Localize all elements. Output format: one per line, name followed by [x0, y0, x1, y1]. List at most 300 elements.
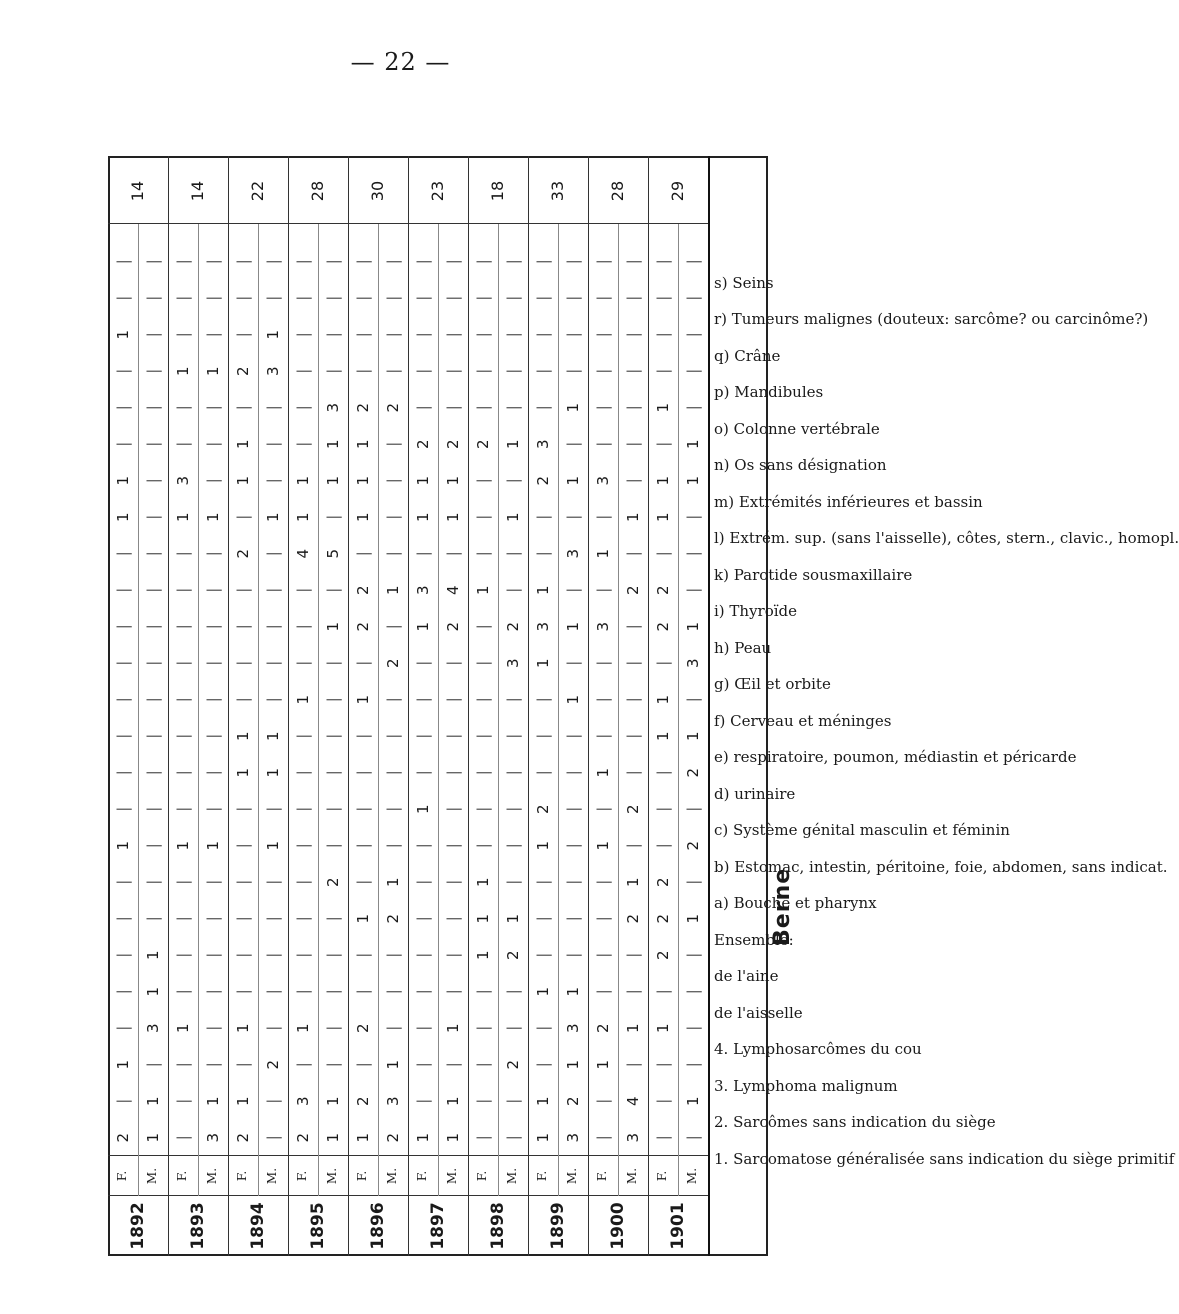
table-cell: 2 [534, 475, 552, 486]
table-cell: | [654, 295, 672, 301]
table-cell: | [654, 989, 672, 995]
table-cell: 1 [564, 986, 582, 997]
table-cell: | [174, 952, 192, 958]
year-label: 1895 [308, 1202, 328, 1250]
table-cell: 1 [624, 1023, 642, 1034]
year-total: 29 [668, 180, 687, 202]
table-cell: | [204, 733, 222, 739]
table-cell: | [144, 332, 162, 338]
table-cell: | [414, 660, 432, 666]
table-cell: | [504, 1135, 522, 1141]
table-cell: | [624, 697, 642, 703]
table-cell: 1 [324, 621, 342, 632]
table-cell: | [534, 259, 552, 265]
table-cell: | [264, 295, 282, 301]
table-cell: 2 [504, 950, 522, 961]
sex-header: M. [145, 1167, 159, 1185]
year-total: 28 [608, 180, 627, 202]
year-divider [648, 156, 649, 1256]
sex-divider [558, 224, 559, 1196]
table-cell: | [384, 368, 402, 374]
table-cell: | [504, 478, 522, 484]
table-cell: | [684, 587, 702, 593]
table-cell: 1 [174, 366, 192, 377]
sex-header: M. [565, 1167, 579, 1185]
table-cell: | [504, 551, 522, 557]
row-label: g) Œil et orbite [714, 675, 831, 694]
table-cell: | [324, 916, 342, 922]
table-cell: | [204, 660, 222, 666]
table-cell: | [384, 989, 402, 995]
table-cell: | [654, 843, 672, 849]
table-cell: | [114, 551, 132, 557]
table-cell: 1 [474, 585, 492, 596]
table-cell: | [474, 478, 492, 484]
row-label: l) Extrém. sup. (sans l'aisselle), côtes, stern., clavic., homopl. [714, 529, 1179, 548]
year-label: 1899 [548, 1202, 568, 1250]
table-cell: 2 [384, 913, 402, 924]
table-cell: | [444, 660, 462, 666]
table-cell: | [354, 733, 372, 739]
table-cell: | [414, 879, 432, 885]
table-cell: | [444, 405, 462, 411]
table-cell: | [684, 697, 702, 703]
table-cell: | [654, 660, 672, 666]
year-divider [168, 156, 169, 1256]
table-cell: 1 [204, 1096, 222, 1107]
sex-divider [678, 224, 679, 1196]
table-cell: | [504, 259, 522, 265]
table-cell: 2 [654, 913, 672, 924]
year-divider [288, 156, 289, 1256]
year-total: 14 [188, 180, 207, 202]
table-cell: | [624, 259, 642, 265]
sex-header: M. [265, 1167, 279, 1185]
year-total: 30 [368, 180, 387, 202]
table-cell: | [174, 1135, 192, 1141]
table-cell: | [204, 405, 222, 411]
table-cell: | [444, 879, 462, 885]
table-cell: 3 [564, 1132, 582, 1143]
table-cell: | [264, 405, 282, 411]
sex-header: F. [475, 1170, 489, 1182]
table-cell: | [114, 806, 132, 812]
table-cell: | [264, 259, 282, 265]
table-cell: 2 [654, 877, 672, 888]
table-cell: | [564, 660, 582, 666]
table-cell: 2 [624, 913, 642, 924]
table-cell: | [624, 295, 642, 301]
table-cell: 1 [474, 950, 492, 961]
row-label: c) Système génital masculin et féminin [714, 821, 1010, 840]
table-cell: | [174, 916, 192, 922]
table-cell: | [624, 989, 642, 995]
table-cell: | [264, 697, 282, 703]
table-cell: | [504, 879, 522, 885]
row-label: de l'aine [714, 967, 779, 986]
table-cell: 1 [114, 840, 132, 851]
table-cell: | [414, 916, 432, 922]
table-cell: 2 [114, 1132, 132, 1143]
table-cell: | [204, 916, 222, 922]
year-divider [228, 156, 229, 1256]
table-cell: | [414, 1098, 432, 1104]
table-cell: | [414, 952, 432, 958]
table-cell: | [444, 1062, 462, 1068]
sex-divider [198, 224, 199, 1196]
year-divider [408, 156, 409, 1256]
table-cell: 3 [144, 1023, 162, 1034]
table-cell: | [594, 1098, 612, 1104]
table-cell: | [144, 1062, 162, 1068]
table-cell: 1 [564, 621, 582, 632]
table-cell: | [564, 806, 582, 812]
table-cell: | [684, 806, 702, 812]
table-cell: | [204, 1062, 222, 1068]
year-label: 1901 [668, 1202, 688, 1250]
year-label: 1896 [368, 1202, 388, 1250]
table-cell: | [384, 770, 402, 776]
table-cell: 2 [444, 621, 462, 632]
table-cell: 1 [594, 840, 612, 851]
table-cell: 1 [144, 950, 162, 961]
sex-divider [138, 224, 139, 1196]
table-cell: | [354, 332, 372, 338]
sex-header: M. [505, 1167, 519, 1185]
table-cell: | [444, 332, 462, 338]
table-cell: | [324, 660, 342, 666]
table-cell: | [654, 770, 672, 776]
table-cell: 1 [234, 475, 252, 486]
table-cell: 2 [654, 621, 672, 632]
table-cell: | [264, 441, 282, 447]
year-divider [588, 156, 589, 1256]
table-cell: 1 [654, 512, 672, 523]
table-cell: 1 [114, 512, 132, 523]
table-cell: | [474, 624, 492, 630]
table-cell: 1 [234, 731, 252, 742]
table-cell: 1 [144, 1132, 162, 1143]
table-cell: | [144, 587, 162, 593]
table-cell: 2 [234, 548, 252, 559]
year-divider [348, 156, 349, 1256]
sex-header: M. [385, 1167, 399, 1185]
table-cell: 1 [414, 512, 432, 523]
table-cell: 1 [504, 512, 522, 523]
table-cell: | [294, 770, 312, 776]
table-cell: | [684, 551, 702, 557]
table-cell: | [594, 697, 612, 703]
table-cell: 1 [234, 767, 252, 778]
table-cell: | [324, 295, 342, 301]
year-total: 14 [128, 180, 147, 202]
table-cell: | [354, 259, 372, 265]
table-cell: | [384, 843, 402, 849]
table-cell: | [114, 952, 132, 958]
row-label: r) Tumeurs malignes (douteux: sarcôme? ou carcinôme?) [714, 310, 1149, 329]
table-cell: | [474, 770, 492, 776]
table-cell: | [114, 368, 132, 374]
table-cell: | [594, 332, 612, 338]
table-cell: 2 [234, 1132, 252, 1143]
table-cell: 1 [324, 439, 342, 450]
table-cell: | [624, 733, 642, 739]
table-cell: 2 [654, 585, 672, 596]
table-cell: | [114, 770, 132, 776]
table-cell: | [264, 989, 282, 995]
table-cell: | [654, 1135, 672, 1141]
table-cell: | [594, 952, 612, 958]
row-label: de l'aisselle [714, 1004, 803, 1022]
table-cell: | [144, 733, 162, 739]
table-cell: 1 [534, 585, 552, 596]
table-cell: 3 [414, 585, 432, 596]
table-cell: | [474, 733, 492, 739]
table-cell: | [324, 989, 342, 995]
table-cell: | [624, 660, 642, 666]
table-cell: 1 [204, 512, 222, 523]
table-cell: | [234, 624, 252, 630]
table-cell: | [144, 368, 162, 374]
table-cell: | [144, 295, 162, 301]
table-cell: 1 [294, 512, 312, 523]
table-cell: | [534, 332, 552, 338]
table-cell: | [144, 478, 162, 484]
table-cell: | [594, 405, 612, 411]
table-cell: | [684, 952, 702, 958]
table-cell: | [504, 806, 522, 812]
table-cell: 1 [324, 1132, 342, 1143]
table-cell: | [504, 295, 522, 301]
table-cell: | [234, 843, 252, 849]
table-cell: | [534, 952, 552, 958]
table-cell: | [654, 806, 672, 812]
table-cell: | [594, 259, 612, 265]
table-cell: | [414, 989, 432, 995]
table-cell: | [444, 551, 462, 557]
table-cell: | [564, 952, 582, 958]
table-cell: | [264, 1025, 282, 1031]
year-divider [468, 156, 469, 1256]
table-cell: | [414, 770, 432, 776]
table-cell: 1 [294, 1023, 312, 1034]
table-cell: 1 [684, 1096, 702, 1107]
year-total: 28 [308, 180, 327, 202]
table-cell: 1 [354, 439, 372, 450]
table-cell: | [294, 295, 312, 301]
table-cell: 2 [624, 585, 642, 596]
table-cell: | [294, 368, 312, 374]
table-cell: | [594, 916, 612, 922]
table-cell: | [204, 441, 222, 447]
table-cell: | [624, 441, 642, 447]
sex-header: M. [625, 1167, 639, 1185]
table-cell: | [234, 405, 252, 411]
table-cell: | [594, 295, 612, 301]
table-cell: | [444, 295, 462, 301]
table-cell: | [684, 1062, 702, 1068]
table-cell: | [354, 770, 372, 776]
table-cell: | [534, 1025, 552, 1031]
table-cell: | [264, 478, 282, 484]
table-cell: | [444, 843, 462, 849]
sex-header: F. [595, 1170, 609, 1182]
table-cell: | [324, 1025, 342, 1031]
table-cell: 1 [174, 1023, 192, 1034]
table-cell: | [174, 879, 192, 885]
table-cell: 4 [444, 585, 462, 596]
table-cell: | [264, 551, 282, 557]
year-total: 33 [548, 180, 567, 202]
table-cell: 1 [264, 840, 282, 851]
table-cell: 2 [444, 439, 462, 450]
table-cell: 1 [264, 767, 282, 778]
sex-divider [438, 224, 439, 1196]
table-cell: | [114, 1098, 132, 1104]
table-cell: 1 [414, 1132, 432, 1143]
table-cell: 1 [534, 986, 552, 997]
table-cell: | [414, 551, 432, 557]
table-cell: | [354, 806, 372, 812]
row-label: p) Mandibules [714, 383, 824, 402]
table-cell: 1 [684, 913, 702, 924]
table-cell: 1 [294, 694, 312, 705]
row-label: f) Cerveau et méninges [714, 712, 892, 730]
row-label: 3. Lymphoma malignum [714, 1077, 898, 1095]
table-cell: | [474, 514, 492, 520]
table-cell: | [114, 697, 132, 703]
row-label: 2. Sarcômes sans indication du siège [714, 1113, 996, 1132]
year-label: 1893 [188, 1202, 208, 1250]
table-cell: 1 [384, 877, 402, 888]
table-cell: | [564, 332, 582, 338]
table-cell: | [654, 441, 672, 447]
sex-header: M. [325, 1167, 339, 1185]
table-cell: 3 [624, 1132, 642, 1143]
table-cell: | [474, 332, 492, 338]
table-cell: | [174, 660, 192, 666]
row-label: q) Crâne [714, 347, 781, 365]
table-cell: | [294, 806, 312, 812]
table-cell: | [174, 405, 192, 411]
table-cell: 5 [324, 548, 342, 559]
table-cell: | [474, 1135, 492, 1141]
row-label: b) Estomac, intestin, péritoine, foie, abdomen, sans indicat. [714, 858, 1168, 876]
table-cell: | [504, 733, 522, 739]
table-cell: | [624, 624, 642, 630]
table-cell: | [354, 551, 372, 557]
year-total: 23 [428, 180, 447, 202]
table-cell: | [414, 295, 432, 301]
table-cell: 3 [684, 658, 702, 669]
year-divider [528, 156, 529, 1256]
table-cell: 1 [444, 1096, 462, 1107]
table-cell: | [684, 1135, 702, 1141]
table-cell: | [654, 1062, 672, 1068]
table-cell: | [234, 952, 252, 958]
table-cell: | [594, 806, 612, 812]
table-cell: | [594, 368, 612, 374]
table-cell: | [144, 660, 162, 666]
table-cell: | [534, 879, 552, 885]
table-cell: | [474, 1098, 492, 1104]
sex-divider [258, 224, 259, 1196]
table-cell: 1 [504, 439, 522, 450]
table-cell: | [204, 989, 222, 995]
table-cell: | [534, 770, 552, 776]
table-cell: 1 [534, 840, 552, 851]
table-cell: | [234, 916, 252, 922]
table-cell: 1 [624, 877, 642, 888]
table-cell: 1 [264, 512, 282, 523]
table-cell: 2 [384, 402, 402, 413]
table-cell: | [504, 332, 522, 338]
table-cell: 2 [564, 1096, 582, 1107]
table-cell: | [684, 295, 702, 301]
table-cell: | [504, 843, 522, 849]
table-cell: 3 [264, 366, 282, 377]
table-cell: | [534, 733, 552, 739]
table-cell: 3 [504, 658, 522, 669]
table-cell: | [354, 295, 372, 301]
table-cell: | [324, 332, 342, 338]
table-cell: 2 [684, 767, 702, 778]
table-cell: | [444, 770, 462, 776]
table-cell: | [174, 587, 192, 593]
table-cell: 3 [534, 439, 552, 450]
table-cell: | [234, 660, 252, 666]
table-cell: | [144, 916, 162, 922]
table-cell: 4 [294, 548, 312, 559]
table-cell: | [324, 770, 342, 776]
table-cell: | [144, 259, 162, 265]
table-cell: | [264, 587, 282, 593]
table-cell: | [654, 259, 672, 265]
table-cell: | [354, 843, 372, 849]
table-cell: 1 [204, 840, 222, 851]
table-cell: | [264, 1135, 282, 1141]
table-cell: 2 [474, 439, 492, 450]
table-cell: | [594, 587, 612, 593]
table-cell: | [354, 989, 372, 995]
table-cell: | [174, 624, 192, 630]
sex-header: F. [655, 1170, 669, 1182]
table-cell: | [534, 295, 552, 301]
year-total: 22 [248, 180, 267, 202]
table-cell: | [174, 1098, 192, 1104]
table-cell: | [624, 952, 642, 958]
table-cell: | [174, 770, 192, 776]
table-cell: | [174, 259, 192, 265]
table-cell: | [564, 916, 582, 922]
table-cell: | [684, 879, 702, 885]
row-label: o) Colonne vertébrale [714, 420, 880, 438]
table-cell: | [624, 478, 642, 484]
table-cell: | [414, 332, 432, 338]
table-cell: | [324, 806, 342, 812]
table-cell: | [174, 697, 192, 703]
table-cell: | [594, 660, 612, 666]
table-cell: 1 [294, 475, 312, 486]
table-cell: | [234, 259, 252, 265]
table-cell: | [624, 332, 642, 338]
table-cell: 1 [324, 1096, 342, 1107]
table-cell: | [324, 697, 342, 703]
table-cell: | [114, 624, 132, 630]
table-cell: | [414, 259, 432, 265]
table-cell: | [414, 733, 432, 739]
table-cell: 1 [354, 475, 372, 486]
